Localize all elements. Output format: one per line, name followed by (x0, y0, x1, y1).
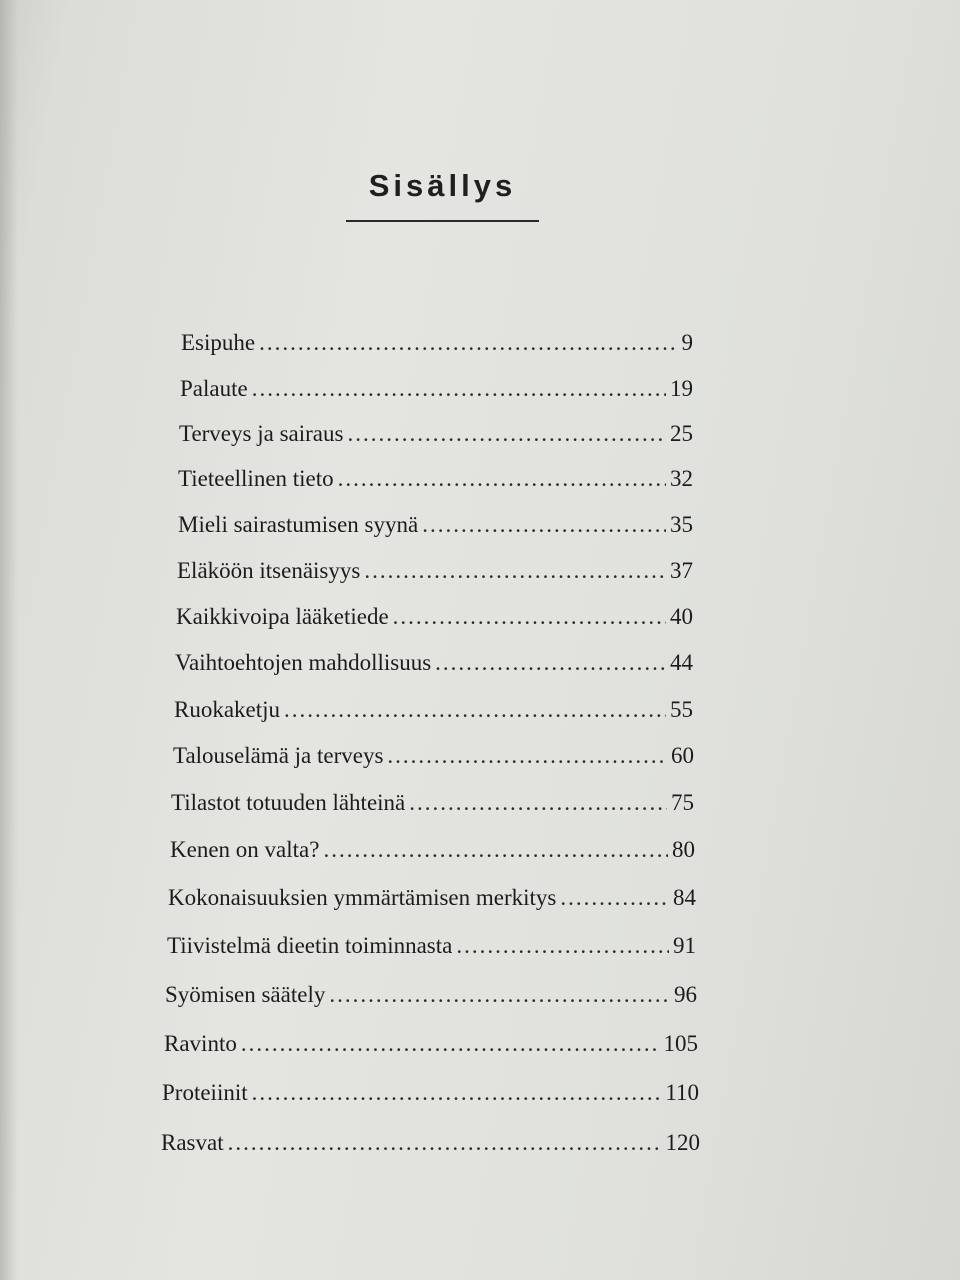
toc-leader-dots (456, 933, 669, 959)
toc-leader-dots (284, 697, 666, 723)
toc-entry-title: Esipuhe (181, 330, 256, 355)
toc-leader-dots (409, 790, 667, 816)
toc-entry (168, 885, 696, 911)
toc-entry-page: 80 (672, 837, 695, 862)
toc-entry (174, 697, 693, 723)
toc-entry (171, 790, 694, 816)
toc-entry (167, 933, 696, 959)
toc-leader-dots (393, 604, 666, 630)
toc-entry (162, 1080, 699, 1106)
toc-entry-title: Terveys ja sairaus (179, 421, 344, 446)
toc-leader-dots (560, 885, 669, 911)
toc-leader-dots (435, 650, 666, 676)
toc-leader-dots (329, 982, 670, 1008)
toc-entry-title: Talouselämä ja terveys (173, 743, 384, 768)
page-title: Sisällys (368, 168, 517, 203)
toc-entry-title: Proteiinit (162, 1080, 248, 1105)
toc-entry (165, 982, 697, 1008)
toc-entry-page: 120 (665, 1130, 700, 1155)
toc-entry (170, 837, 695, 863)
toc-entry-title: Kokonaisuuksien ymmärtämisen merkitys (168, 885, 557, 910)
toc-entry (161, 1130, 700, 1156)
toc-entry (175, 650, 693, 676)
toc-entry-page: 40 (670, 604, 693, 629)
toc-entry-title: Syömisen säätely (165, 982, 326, 1007)
toc-entry-page: 19 (670, 376, 693, 401)
toc-entry-page: 37 (670, 558, 693, 583)
toc-entry (179, 421, 693, 447)
toc-leader-dots (387, 743, 667, 769)
toc-entry-page: 55 (670, 697, 693, 722)
toc-entry (177, 558, 693, 584)
toc-leader-dots (241, 1031, 660, 1057)
toc-entry-page: 75 (671, 790, 694, 815)
toc-entry-page: 96 (674, 982, 697, 1007)
toc-leader-dots (252, 376, 666, 402)
toc-entry-page: 91 (673, 933, 696, 958)
toc-leader-dots (422, 512, 666, 538)
toc-entry-title: Palaute (180, 376, 248, 401)
toc-leader-dots (364, 558, 666, 584)
toc-leader-dots (259, 330, 677, 356)
toc-entry-title: Ravinto (164, 1031, 237, 1056)
toc-entry-title: Tiivistelmä dieetin toiminnasta (167, 933, 453, 958)
toc-entry-title: Rasvat (161, 1130, 224, 1155)
toc-entry-page: 32 (670, 466, 693, 491)
toc-entry (180, 376, 693, 402)
toc-entry (181, 330, 693, 356)
toc-leader-dots (228, 1130, 662, 1156)
toc-leader-dots (252, 1080, 662, 1106)
toc-entry-page: 105 (663, 1031, 698, 1056)
toc-entry-title: Kenen on valta? (170, 837, 320, 862)
toc-entry-page: 25 (670, 421, 693, 446)
toc-entry-page: 84 (673, 885, 696, 910)
toc-entry-page: 35 (670, 512, 693, 537)
toc-entry (173, 743, 694, 769)
toc-entry-title: Vaihtoehtojen mahdollisuus (175, 650, 432, 675)
toc-entry-title: Tilastot totuuden lähteinä (171, 790, 406, 815)
toc-entry-page: 110 (665, 1080, 699, 1105)
toc-entry (178, 512, 693, 538)
toc-entry-page: 9 (681, 330, 693, 355)
toc-entry-title: Mieli sairastumisen syynä (178, 512, 419, 537)
toc-leader-dots (347, 421, 666, 447)
toc-entry-title: Kaikkivoipa lääketiede (176, 604, 389, 629)
toc-entry-page: 44 (670, 650, 693, 675)
toc-entry-page: 60 (671, 743, 694, 768)
toc-entry (164, 1031, 698, 1057)
toc-leader-dots (323, 837, 668, 863)
toc-entry-title: Tieteellinen tieto (178, 466, 334, 491)
toc-entry (176, 604, 693, 630)
toc-leader-dots (338, 466, 666, 492)
toc-entry (178, 466, 693, 492)
toc-entry-title: Ruokaketju (174, 697, 281, 722)
toc-entry-title: Eläköön itsenäisyys (177, 558, 361, 583)
